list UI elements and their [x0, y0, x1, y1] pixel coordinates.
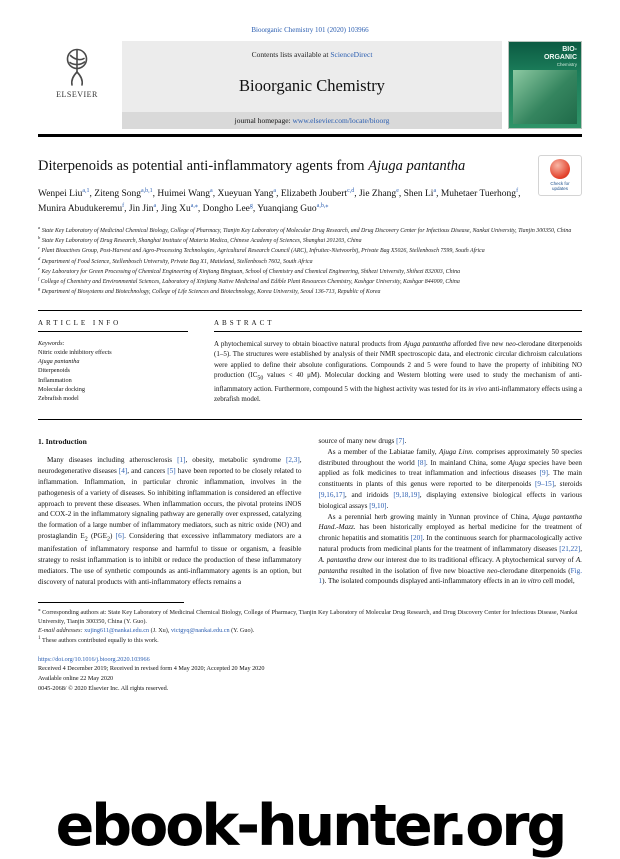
affiliation — [38, 266, 582, 276]
author-name: Dongho Lee — [202, 203, 250, 214]
cover-photo — [513, 70, 577, 124]
author-affiliation-marks[interactable]: a — [210, 188, 213, 195]
article-info-abstract-section — [38, 310, 582, 420]
author — [38, 189, 94, 199]
author-name: Jing Xu — [160, 203, 191, 214]
cover-title-line1: BIO- — [562, 46, 577, 53]
author-affiliation-marks[interactable]: f — [122, 202, 125, 209]
author-affiliation-marks[interactable]: a — [153, 202, 157, 209]
equal-contribution-note — [38, 635, 582, 645]
author — [94, 189, 157, 199]
elsevier-logo[interactable] — [38, 41, 116, 129]
author-separator: , — [398, 189, 404, 200]
affiliation-text: State Key Laboratory of Medicinal Chemical Biology, College of Pharmacy, Tianjin Key Laboratory of Molecular Drug Research, and Drug Discovery Center for Infectious Disease, Nankai University, Tianjin 300350, China — [40, 227, 572, 234]
author-separator: , — [354, 189, 359, 200]
article-info-heading: ARTICLE INFO — [38, 319, 188, 332]
affiliation-text: Plant Bioactives Group, Post-Harvest and Agro-Processing Technologies, Agricultural Research Council (ARC), Infruitec-Nietvoorbij, Private Bag X5026, Stellenbosch 7599, South Africa — [40, 248, 485, 255]
author-name: Muhetaer Tuerhong — [440, 189, 517, 200]
author — [404, 189, 441, 199]
author — [161, 204, 203, 214]
author-name: Jie Zhang — [358, 189, 397, 200]
introduction-heading: 1. Introduction — [38, 436, 87, 446]
email-label: E-mail addresses: — [38, 627, 83, 635]
author-affiliation-marks[interactable]: a — [433, 188, 437, 195]
left-column — [38, 436, 302, 588]
author-name: Huimei Wang — [157, 189, 211, 200]
journal-title: Bioorganic Chemistry — [239, 75, 385, 95]
author — [203, 204, 258, 214]
affiliation — [38, 235, 582, 245]
affiliation-text: Department of Food Science, Stellenbosch University, Private Bag X1, Matieland, Stellenbosch 7602, South Africa — [40, 258, 313, 265]
journal-header — [38, 41, 582, 129]
keyword: Nitric oxide inhibitory effects — [38, 348, 112, 356]
affiliation-text: College of Chemistry and Environmental Sciences, Laboratory of Xinjiang Native Medicinal and Edible Plant Resources Chemistry, Kashgar University, Kashgar 844000, China — [39, 279, 460, 286]
author-affiliation-marks[interactable]: g — [249, 202, 253, 209]
corresponding-marker: ⁎ — [38, 606, 41, 613]
doi-link[interactable]: https://doi.org/10.1016/j.bioorg.2020.103966 — [38, 655, 150, 663]
author — [217, 189, 280, 199]
author-affiliation-marks[interactable]: c,d — [347, 188, 355, 195]
email-note — [38, 626, 582, 635]
corresponding-text: Corresponding authors at: State Key Laboratory of Medicinal Chemical Biology, College of Pharmacy, Tianjin Key Laboratory of Molecular Drug Research, and Drug Discovery Center for Infectious Disease, Nankai University, Tianjin 300350, China (Y. Guo). — [38, 608, 578, 625]
keyword: Inflammation — [38, 376, 72, 384]
affiliation-mark: a — [38, 224, 41, 230]
author-separator: , — [436, 189, 441, 200]
author — [441, 189, 521, 199]
affiliation — [38, 286, 582, 296]
author-separator: , — [252, 203, 258, 214]
author-separator: , — [89, 189, 95, 200]
author-name: Jin Jin — [128, 203, 154, 214]
sciencedirect-link[interactable]: ScienceDirect — [330, 50, 373, 59]
journal-cover[interactable] — [508, 41, 582, 129]
article-info-column — [38, 319, 198, 405]
footnote-separator — [38, 602, 184, 603]
header-rule — [38, 134, 582, 137]
author-name: Munira Abudukeremu — [38, 203, 123, 214]
author — [281, 189, 359, 199]
paper-page — [0, 26, 620, 693]
author-affiliation-marks[interactable]: a — [273, 188, 277, 195]
paragraph: Many diseases including atherosclerosis [1], obesity, metabolic syndrome [2,3], neurodegenerative diseases [4], and cancers [5] have been reported to be closely related to inflammation. Inflammation, in particular chronic inflammation, involves in the pathogenesis of a variety of diseases. So inhibiting inflammation is considered an effective approach to prevent these diseases. When inflammation occurs, the pivotal proteins iNOS and COX-2 in the inflammatory signaling pathway are generally over expressed, catalyzing the formation of a large number of inflammatory mediators, such as nitric oxide (NO) and prostaglandin $E_2$ $(PGE_2)$ [6]. Considering that excessive inflammatory mediators are a manifestation of inflammatory response and harmful to tissue or organism, a feasible strategy to resist inflammation is to inhibit or reduce the production of these inflammatory mediators. The use of synthetic compounds as anti-inflammatory agents is an option, but discovery of natural products with anti-inflammatory effects remains a — [38, 456, 302, 586]
author-name: Wenpei Liu — [38, 189, 83, 200]
ebook-hunter-watermark: ebook-hunter.org — [55, 792, 565, 859]
affiliation-text: Department of Biosystems and Biotechnology, College of Life Sciences and Biotechnology, Korea University, Seoul 136-713, Republic of Korea — [40, 289, 381, 296]
affiliation-mark: f — [38, 276, 40, 282]
author-separator: , — [152, 189, 158, 200]
abstract-text: A phytochemical survey to obtain bioactive natural products from Ajuga pantantha afforded five new neo-clerodane diterpenoids (1–5). The structures were established by analysis of their NMR spectroscopic data, and electronic circular dichroism calculations were applied to define their absolute configurations. Compounds 2 and 5 were found to have the property of inhibiting NO production ($IC_{50}$ values < 40 μM). Molecular docking and Western blotting were used to study the mechanism of anti-inflammatory action. Furthermore, compound 5 with the highest activity was tested for its in vivo anti-inflammatory effects using a zebrafish model. — [214, 339, 582, 404]
author — [359, 189, 404, 199]
footer-block — [38, 655, 582, 693]
author-name: Xueyuan Yang — [217, 189, 274, 200]
affiliation — [38, 276, 582, 286]
paragraph: As a member of the Labiatae family, Ajuga Linn. comprises approximately 50 species distributed throughout the world [8]. In mainland China, some Ajuga species have been applied as folk medicines to treat inflammation and infectious diseases [9]. The main constituents in plants of this genus were reported to be diterpenoids [9–15], steroids [9,16,17], and iridoids [9,18,19], displaying extensive biological effects in various biological assays [9,10]. — [318, 447, 583, 510]
equal-text: These authors contributed equally to this work. — [40, 637, 159, 645]
journal-homepage-bar — [122, 112, 502, 129]
affiliation — [38, 225, 582, 235]
available-online: Available online 22 May 2020 — [38, 675, 114, 683]
paragraph: As a perennial herb growing mainly in Yunnan province of China, Ajuga pantantha Hand.-Mazz. has been historically employed as herbal medicine for the treatment of chronic hepatitis and stomatitis [20]. In the continuous search for pharmacologically active natural products from medicinal plants for the treatment of inflammatory diseases [21,22], A. pantantha drew our interest due to its traditional efficacy. A phytochemical survey of A. pantantha resulted in the isolation of five new bioactive neo-clerodane diterpenoids (Fig. 1). The isolated compounds displayed anti-inflammatory effects in an in vitro cell model, — [318, 512, 583, 586]
header-center-box — [122, 41, 502, 129]
footnotes — [38, 607, 582, 646]
article-title-text: Diterpenoids as potential anti-inflammatory agents from — [38, 158, 369, 174]
author-affiliation-marks[interactable]: f — [516, 188, 519, 195]
author-affiliation-marks[interactable]: a,1 — [82, 188, 90, 195]
article-title — [38, 157, 534, 175]
check-updates-badge[interactable] — [538, 155, 582, 196]
abstract-heading: ABSTRACT — [214, 319, 582, 332]
check-updates-label: Check for updates — [550, 181, 570, 192]
author-separator: , — [197, 203, 203, 214]
author-affiliation-marks[interactable]: a,b,⁎ — [316, 202, 329, 209]
author-separator: , — [212, 189, 218, 200]
equal-marker: 1 — [38, 635, 41, 642]
keyword: Zebrafish model — [38, 395, 79, 403]
check-updates-icon — [550, 159, 570, 179]
email-addresses[interactable]: xujing611@nankai.edu.cn (J. Xu), victgyq@nankai.edu.cn (Y. Guo). — [84, 627, 255, 635]
author-name: Shen Li — [403, 189, 434, 200]
author-separator: , — [156, 203, 161, 214]
affiliation-mark: d — [38, 255, 41, 261]
author — [38, 204, 129, 214]
author — [129, 204, 161, 214]
author-list — [38, 187, 582, 216]
author — [157, 189, 217, 199]
corresponding-author-note — [38, 607, 582, 627]
affiliation-mark: g — [38, 286, 41, 292]
cover-subtitle: Chemistry — [556, 62, 577, 68]
keyword: Ajuga pantantha — [38, 358, 80, 366]
article-title-species: Ajuga pantantha — [368, 158, 466, 174]
author-name: Yuanqiang Guo — [257, 203, 317, 214]
journal-reference-link[interactable]: Bioorganic Chemistry 101 (2020) 103966 — [251, 26, 369, 34]
contents-prefix: Contents lists available at — [251, 50, 331, 59]
author-affiliation-marks[interactable]: e — [396, 188, 399, 195]
received-dates: Received 4 December 2019; Received in revised form 4 May 2020; Accepted 20 May 2020 — [38, 665, 265, 673]
paragraph: source of many new drugs [7]. — [318, 436, 407, 445]
elsevier-wordmark: ELSEVIER — [56, 90, 98, 99]
author-affiliation-marks[interactable]: a,b,1 — [141, 188, 153, 195]
abstract-column — [198, 319, 582, 405]
author-separator: , — [276, 189, 281, 200]
contents-line — [252, 50, 373, 59]
affiliation-text: Key Laboratory for Green Processing of Chemical Engineering of Xinjiang Bingtuan, School of Chemistry and Chemical Engineering, Shihezi University, Shihezi 832003, China — [40, 268, 461, 275]
elsevier-tree-icon — [58, 46, 96, 88]
author-name: Ziteng Song — [94, 189, 141, 200]
author-name: Elizabeth Joubert — [280, 189, 348, 200]
affiliation — [38, 245, 582, 255]
author-separator: , — [518, 189, 521, 200]
homepage-prefix: journal homepage: — [234, 116, 293, 125]
affiliation-mark: e — [38, 265, 40, 271]
author — [257, 204, 328, 214]
cover-title-line2: ORGANIC — [543, 53, 577, 61]
affiliation-mark: b — [38, 235, 41, 241]
copyright-line: 0045-2068/ © 2020 Elsevier Inc. All rights reserved. — [38, 684, 169, 692]
affiliation-list — [38, 225, 582, 297]
keywords-label: Keywords: — [38, 339, 65, 347]
author-separator: , — [124, 203, 129, 214]
keyword: Molecular docking — [38, 386, 85, 394]
affiliation-mark: c — [38, 245, 40, 251]
author-affiliation-marks[interactable]: a,⁎ — [190, 202, 198, 209]
affiliation — [38, 256, 582, 266]
homepage-link[interactable]: www.elsevier.com/locate/bioorg — [292, 116, 390, 125]
right-column — [319, 436, 583, 588]
keyword: Diterpenoids — [38, 367, 70, 375]
affiliation-text: State Key Laboratory of Drug Research, Shanghai Institute of Materia Medica, Chinese Academy of Sciences, Shanghai 201203, China — [40, 238, 362, 245]
body-columns — [38, 436, 582, 588]
